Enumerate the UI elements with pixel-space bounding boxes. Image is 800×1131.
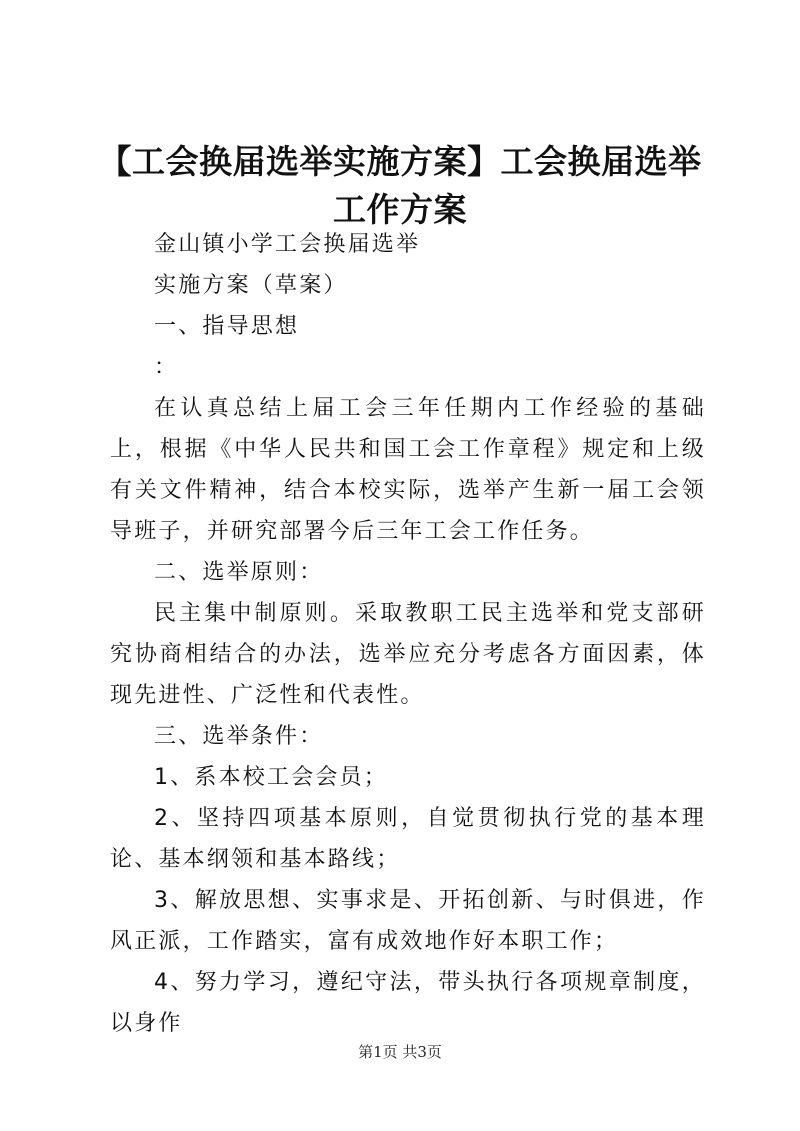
document-body bbox=[110, 224, 706, 1044]
paragraph: 实施方案（草案） bbox=[154, 273, 348, 298]
section-heading: 三、选举条件： bbox=[154, 724, 324, 749]
paragraph: ： bbox=[154, 355, 179, 380]
document-title: 【工会换届选举实施方案】工会换届选举工作方案 bbox=[98, 142, 702, 229]
paragraph: 在认真总结上届工会三年任期内工作经验的基础上，根据《中华人民共和国工会工作章程》规定和上级有关文件精神，结合本校实际，选举产生新一届工会领导班子，并研究部署今后三年工会工作任务。 bbox=[110, 396, 706, 544]
section-heading: 一、指导思想 bbox=[154, 314, 300, 339]
paragraph: 金山镇小学工会换届选举 bbox=[154, 232, 421, 257]
paragraph: 民主集中制原则。采取教职工民主选举和党支部研究协商相结合的办法，选举应充分考虑各方面因素，体现先进性、广泛性和代表性。 bbox=[110, 601, 706, 708]
page-footer: 第1页 共3页 bbox=[358, 1043, 442, 1061]
list-item: 1、系本校工会会员； bbox=[154, 765, 388, 790]
section-heading: 二、选举原则： bbox=[154, 560, 324, 585]
list-item: 2、坚持四项基本原则，自觉贯彻执行党的基本理论、基本纲领和基本路线； bbox=[110, 806, 706, 872]
list-item: 3、解放思想、实事求是、开拓创新、与时俱进，作风正派，工作踏实，富有成效地作好本职工作； bbox=[110, 888, 706, 954]
list-item: 4、努力学习，遵纪守法，带头执行各项规章制度，以身作 bbox=[110, 970, 706, 1036]
